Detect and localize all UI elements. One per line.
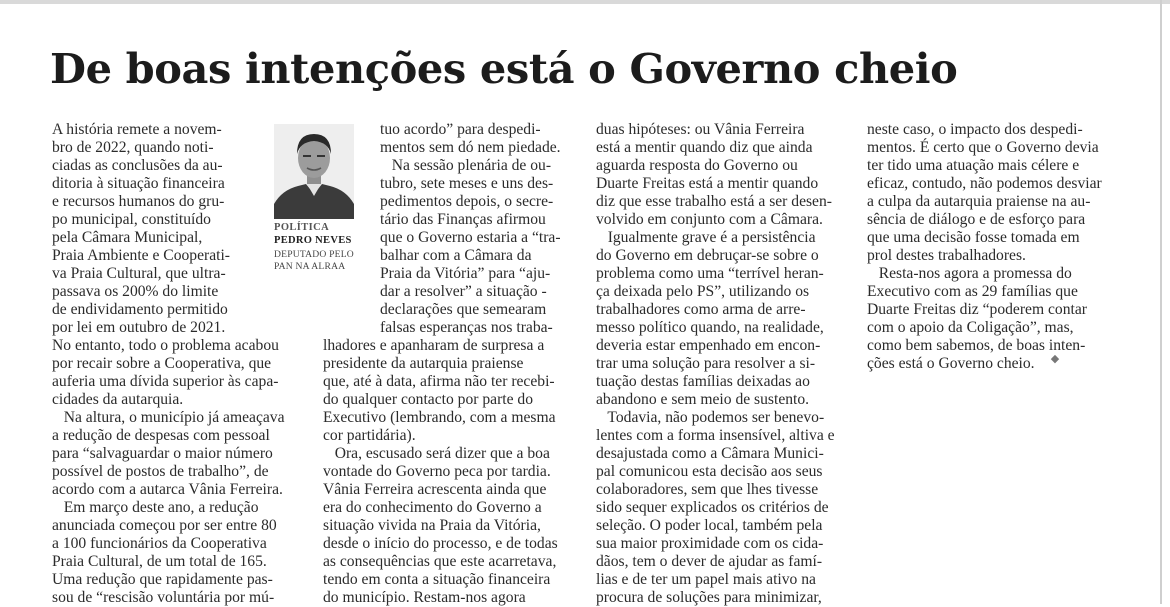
byline-role-line: DEPUTADO PELO bbox=[274, 249, 354, 260]
body-text-line: declarações que semearam bbox=[380, 301, 547, 318]
body-text-line: a redução de despesas com pessoal bbox=[52, 427, 270, 444]
body-text-line: duas hipóteses: ou Vânia Ferreira bbox=[596, 121, 805, 138]
body-text-line: pedimentos depois, o secre- bbox=[380, 193, 554, 210]
body-text-line: Duarte Freitas está a mentir quando bbox=[596, 175, 819, 192]
body-text-line: pela Câmara Municipal, bbox=[52, 229, 203, 246]
body-text-line: lhadores e apanharam de surpresa a bbox=[323, 337, 545, 354]
body-text-line: neste caso, o impacto dos despedi- bbox=[867, 121, 1083, 138]
body-text-line: cor partidária). bbox=[323, 427, 416, 444]
body-text-line: lias e de ter um papel mais ativo na bbox=[596, 571, 816, 588]
body-text-line: messo político quando, na realidade, bbox=[596, 319, 824, 336]
body-text-line: bro de 2022, quando noti- bbox=[52, 139, 214, 156]
body-text-line: Praia Cultural, de um total de 165. bbox=[52, 553, 267, 570]
body-text-line: por lei em outubro de 2021. bbox=[52, 319, 226, 336]
body-text-line: dar a resolver” a situação - bbox=[380, 283, 547, 300]
body-text-line: A história remete a novem- bbox=[52, 121, 222, 138]
body-text-line: Todavia, não podemos ser benevo- bbox=[596, 409, 825, 426]
body-text-line: está a mentir quando diz que ainda bbox=[596, 139, 813, 156]
body-text-line: volvido em conjunto com a Câmara. bbox=[596, 211, 823, 228]
body-text-line: sou de “rescisão voluntária por mú- bbox=[52, 589, 275, 606]
body-text-line: tendo em conta a situação financeira bbox=[323, 571, 551, 588]
top-rule bbox=[0, 0, 1170, 4]
body-text-line: que uma decisão fosse tomada em bbox=[867, 229, 1080, 246]
body-text-line: trar uma solução para resolver a si- bbox=[596, 355, 816, 372]
body-text-line: Praia da Vitória” para “aju- bbox=[380, 265, 551, 282]
body-text-line: Vânia Ferreira acrescenta ainda que bbox=[323, 481, 547, 498]
author-photo bbox=[274, 124, 354, 219]
body-text-line: procura de soluções para minimizar, bbox=[596, 589, 822, 606]
body-text-line: Executivo com as 29 famílias que bbox=[867, 283, 1078, 300]
body-text-line: cidades da autarquia. bbox=[52, 391, 184, 408]
body-text-line: ciadas as conclusões da au- bbox=[52, 157, 223, 174]
body-text-line: aguarda resposta do Governo ou bbox=[596, 157, 798, 174]
article-title: De boas intenções está o Governo cheio bbox=[50, 44, 958, 93]
body-text-line: ções está o Governo cheio. bbox=[867, 355, 1035, 372]
article-end-mark: ◆ bbox=[1050, 352, 1060, 365]
body-text-line: sência de diálogo e de esforço para bbox=[867, 211, 1086, 228]
body-text-line: do município. Restam-nos agora bbox=[323, 589, 526, 606]
body-text-line: colaboradores, sem que lhes tivesse bbox=[596, 481, 819, 498]
body-text-line: diz que esse trabalho está a ser desen- bbox=[596, 193, 832, 210]
body-text-line: ter tido uma atuação mais célere e bbox=[867, 157, 1080, 174]
body-text-line: tuação destas famílias deixadas ao bbox=[596, 373, 810, 390]
body-text-line: do qualquer contacto por parte do bbox=[323, 391, 534, 408]
body-text-line: desajustada como a Câmara Munici- bbox=[596, 445, 824, 462]
body-text-line: tubro, sete meses e uns des- bbox=[380, 175, 554, 192]
body-text-line: Duarte Freitas diz “poderem contar bbox=[867, 301, 1087, 318]
body-text-line: sido sequer explicados os critérios de bbox=[596, 499, 829, 516]
body-text-line: No entanto, todo o problema acabou bbox=[52, 337, 279, 354]
body-text-line: Na altura, o município já ameaçava bbox=[52, 409, 285, 426]
body-text-line: anunciada começou por ser entre 80 bbox=[52, 517, 277, 534]
body-text-line: vontade do Governo peca por tardia. bbox=[323, 463, 551, 480]
body-text-line: deveria estar empenhado em encon- bbox=[596, 337, 821, 354]
body-text-line: a culpa da autarquia praiense na au- bbox=[867, 193, 1091, 210]
body-text-line: com o apoio da Coligação”, mas, bbox=[867, 319, 1074, 336]
body-text-line: trabalhadores como arma de arre- bbox=[596, 301, 806, 318]
body-text-line: eficaz, contudo, não podemos desviar bbox=[867, 175, 1102, 192]
body-text-line: a 100 funcionários da Cooperativa bbox=[52, 535, 267, 552]
body-text-line: abandono e sem meio de sustento. bbox=[596, 391, 810, 408]
body-text-line: acordo com a autarca Vânia Ferreira. bbox=[52, 481, 283, 498]
body-text-line: Em março deste ano, a redução bbox=[52, 499, 259, 516]
body-text-line: que o Governo estaria a “tra- bbox=[380, 229, 561, 246]
body-text-line: possível de postos de trabalho”, de bbox=[52, 463, 269, 480]
body-text-line: dãos, tem o dever de ajudar as famí- bbox=[596, 553, 823, 570]
body-text-line: Praia Ambiente e Cooperati- bbox=[52, 247, 230, 264]
body-text-line: Resta-nos agora a promessa do bbox=[867, 265, 1072, 282]
body-text-line: tário das Finanças afirmou bbox=[380, 211, 546, 228]
body-text-line: po municipal, constituído bbox=[52, 211, 211, 228]
body-text-line: era do conhecimento do Governo a bbox=[323, 499, 542, 516]
body-text-line: situação vivida na Praia da Vitória, bbox=[323, 517, 541, 534]
body-text-line: sua maior proximidade com os cida- bbox=[596, 535, 824, 552]
body-text-line: va Praia Cultural, que ultra- bbox=[52, 265, 226, 282]
body-text-line: pal comunicou esta decisão aos seus bbox=[596, 463, 823, 480]
body-text-line: mentos. É certo que o Governo devia bbox=[867, 139, 1099, 156]
body-text-line: como bem sabemos, de boas inten- bbox=[867, 337, 1086, 354]
body-text-line: para “salvaguardar o maior número bbox=[52, 445, 273, 462]
body-text-line: e recursos humanos do gru- bbox=[52, 193, 225, 210]
body-text-line: prol destes trabalhadores. bbox=[867, 247, 1026, 264]
body-text-line: por recair sobre a Cooperativa, que bbox=[52, 355, 272, 372]
body-text-line: de endividamento permitido bbox=[52, 301, 228, 318]
byline-author: PEDRO NEVES bbox=[274, 235, 352, 246]
body-text-line: presidente da autarquia praiense bbox=[323, 355, 524, 372]
body-text-line: que, até à data, afirma não ter recebi- bbox=[323, 373, 555, 390]
body-text-line: seleção. O poder local, também pela bbox=[596, 517, 823, 534]
body-text-line: ditoria à situação financeira bbox=[52, 175, 225, 192]
body-text-line: as consequências que este acarretava, bbox=[323, 553, 557, 570]
body-text-line: Uma redução que rapidamente pas- bbox=[52, 571, 273, 588]
body-text-line: tuo acordo” para despedi- bbox=[380, 121, 541, 138]
body-text-line: do Governo em debruçar-se sobre o bbox=[596, 247, 819, 264]
page-edge-rule bbox=[1160, 0, 1162, 604]
body-text-line: auferia uma dívida superior às capa- bbox=[52, 373, 279, 390]
body-text-line: Executivo (lembrando, com a mesma bbox=[323, 409, 556, 426]
body-text-line: Ora, escusado será dizer que a boa bbox=[323, 445, 550, 462]
body-text-line: Igualmente grave é a persistência bbox=[596, 229, 816, 246]
body-text-line: passava os 200% do limite bbox=[52, 283, 219, 300]
body-text-line: problema como uma “terrível heran- bbox=[596, 265, 824, 282]
byline-role-line: PAN NA ALRAA bbox=[274, 261, 346, 272]
byline-section: POLÍTICA bbox=[274, 222, 330, 233]
body-text-line: falsas esperanças nos traba- bbox=[380, 319, 553, 336]
body-text-line: desde o início do processo, e de todas bbox=[323, 535, 558, 552]
body-text-line: balhar com a Câmara da bbox=[380, 247, 532, 264]
body-text-line: mentos sem dó nem piedade. bbox=[380, 139, 561, 156]
body-text-line: ça deixada pelo PS”, utilizando os bbox=[596, 283, 810, 300]
body-text-line: Na sessão plenária de ou- bbox=[380, 157, 552, 174]
body-text-line: lentes com a forma insensível, altiva e bbox=[596, 427, 835, 444]
